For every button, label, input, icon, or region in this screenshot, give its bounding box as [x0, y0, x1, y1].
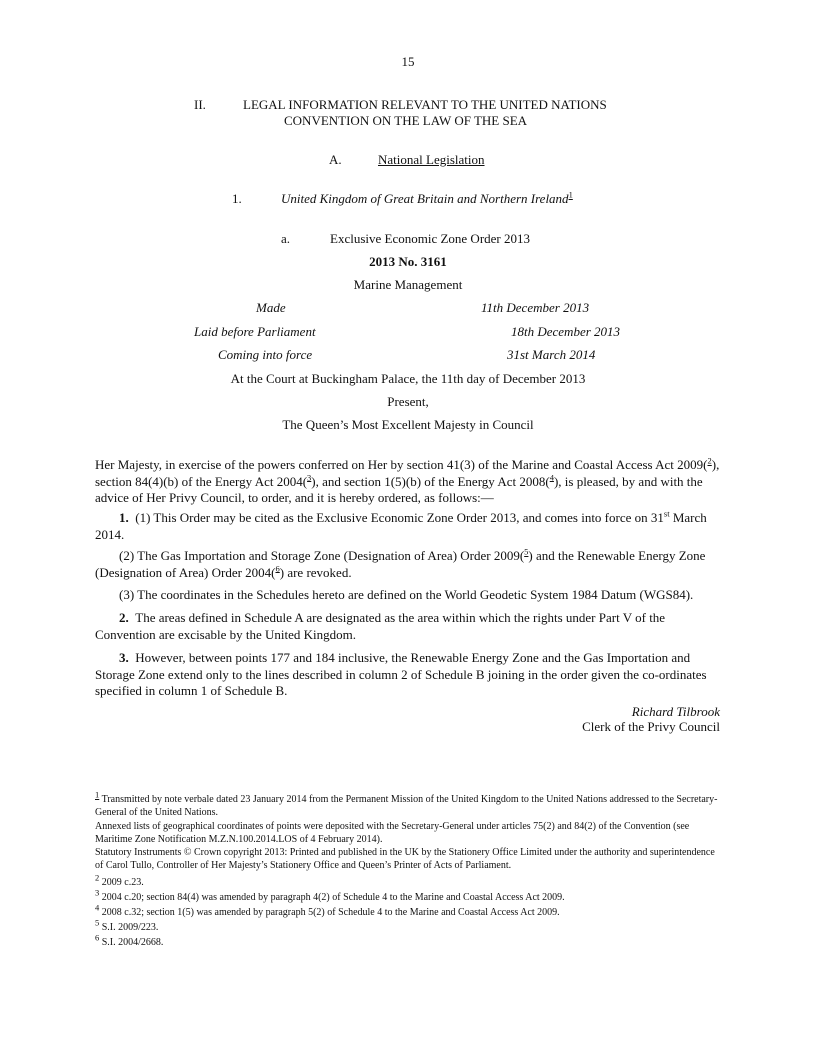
- instrument-title: Exclusive Economic Zone Order 2013: [330, 231, 530, 246]
- footnote-6: [95, 932, 721, 950]
- made-date: 11th December 2013: [481, 300, 590, 315]
- article-1-2-text-a: (2) The Gas Importation and Storage Zone (Designation of Area) Order 2009(: [119, 548, 525, 563]
- subsection-title: National Legislation: [378, 152, 485, 167]
- page-number: 15: [401, 54, 415, 69]
- footnote-5-text: S.I. 2009/223.: [101, 922, 159, 933]
- footnote-2-text: 2009 c.23.: [101, 877, 144, 888]
- article-2-number: 2.: [119, 610, 129, 625]
- footnote-3: [95, 887, 721, 905]
- subsection-letter: A.: [329, 152, 342, 167]
- section-title-line-2: CONVENTION ON THE LAW OF THE SEA: [284, 113, 528, 128]
- preamble-text-2: ), section 84(4)(b) of the Energy Act 2004(: [95, 457, 720, 489]
- article-1-3: (3) The coordinates in the Schedules hereto are defined on the World Geodetic System 1984 Datum (WGS84).: [119, 587, 694, 602]
- majesty-line: The Queen’s Most Excellent Majesty in Council: [282, 417, 534, 432]
- footnote-1-copyright: Statutory Instruments © Crown copyright 2013: Printed and published in the UK by the Stationery Office Limited under the authority and superintendence of Carol Tullo, Controller of Her Majesty’s Stationery Office and Queen’s Printer of Acts of Parliament.: [95, 847, 715, 871]
- article-3: [95, 650, 721, 700]
- preamble-text-1: Her Majesty, in exercise of the powers conferred on Her by section 41(3) of the Marine and Coastal Access Act 2009(: [95, 457, 708, 472]
- footnote-5-mark: 5: [95, 917, 100, 928]
- footnote-2-mark: 2: [95, 872, 100, 883]
- footnote-4-text: 2008 c.32; section 1(5) was amended by paragraph 5(2) of Schedule 4 to the Marine and Coastal Access Act 2009.: [101, 907, 560, 918]
- article-1-2-text-c: ) are revoked.: [279, 564, 352, 580]
- footnote-ref-5[interactable]: 5: [524, 546, 529, 557]
- article-1-2: [95, 548, 721, 581]
- footnote-6-text: S.I. 2004/2668.: [101, 937, 164, 948]
- present-line: Present,: [387, 394, 429, 409]
- footnote-ref-6[interactable]: 6: [275, 563, 280, 574]
- court-line: At the Court at Buckingham Palace, the 11th day of December 2013: [230, 371, 586, 386]
- article-3-number: 3.: [119, 650, 129, 665]
- footnote-5: [95, 917, 721, 935]
- article-3-text: However, between points 177 and 184 inclusive, the Renewable Energy Zone and the Gas Importation and Storage Zone extend only to the lines described in column 2 of Schedule B joining in the order given the co-ordinates specified in column 1 of Schedule B.: [95, 650, 707, 698]
- force-date: 31st March 2014: [507, 347, 596, 362]
- instrument-subject: Marine Management: [353, 277, 463, 292]
- article-1-1: [95, 510, 721, 543]
- signature-name: Richard Tilbrook: [631, 704, 720, 719]
- footnote-ref-2[interactable]: 2: [707, 455, 712, 466]
- footnote-ref-3[interactable]: 3: [307, 472, 312, 483]
- instrument-letter: a.: [281, 231, 291, 246]
- article-1-number: 1.: [119, 510, 129, 525]
- footnote-1-mark: 1: [95, 789, 100, 800]
- article-1-1-tail: March 2014.: [95, 510, 707, 542]
- country-heading: [281, 191, 573, 207]
- footnote-4: [95, 902, 721, 920]
- footnote-3-text: 2004 c.20; section 84(4) was amended by paragraph 4(2) of Schedule 4 to the Marine and Coastal Access Act 2009.: [101, 892, 565, 903]
- footnote-1-text-a: Transmitted by note verbale dated 23 January 2014 from the Permanent Mission of the United Kingdom to the United Nations addressed to the Secretary-General of the United Nations.: [95, 794, 718, 818]
- made-label: Made: [256, 300, 286, 315]
- laid-date: 18th December 2013: [511, 324, 621, 339]
- ordinal-suffix: st: [663, 508, 670, 519]
- footnote-6-mark: 6: [95, 932, 100, 943]
- section-number: II.: [194, 97, 206, 112]
- preamble-paragraph: [95, 457, 721, 507]
- article-2-text: The areas defined in Schedule A are designated as the area within which the rights under Part V of the Convention are excisable by the United Kingdom.: [95, 610, 666, 642]
- preamble-text-4: ), is pleased, by and with the advice of Her Privy Council, to order, and it is hereby ordered, as follows:—: [95, 473, 703, 505]
- section-title-line-1: LEGAL INFORMATION RELEVANT TO THE UNITED NATIONS: [243, 97, 607, 112]
- article-1-1-text: (1) This Order may be cited as the Exclusive Economic Zone Order 2013, and comes into force on 31: [135, 510, 664, 525]
- footnote-3-mark: 3: [95, 887, 100, 898]
- footnote-ref-1[interactable]: 1: [568, 189, 573, 200]
- country-name: United Kingdom of Great Britain and Northern Ireland: [281, 191, 569, 206]
- article-2: [95, 610, 721, 643]
- footnote-1-annex: Annexed lists of geographical coordinates of points were deposited with the Secretary-General under articles 75(2) and 84(2) of the Convention (see Maritime Zone Notification M.Z.N.100.2014.LOS of 4 February 2014).: [95, 821, 690, 845]
- footnote-2: [95, 872, 721, 890]
- footnote-4-mark: 4: [95, 902, 100, 913]
- footnote-1: [95, 789, 721, 819]
- signature-title: Clerk of the Privy Council: [582, 719, 720, 734]
- force-label: Coming into force: [218, 347, 313, 362]
- footnote-ref-4[interactable]: 4: [549, 472, 554, 483]
- laid-label: Laid before Parliament: [194, 324, 316, 339]
- preamble-text-3: ), and section 1(5)(b) of the Energy Act 2008(: [311, 473, 550, 489]
- instrument-number: 2013 No. 3161: [369, 254, 447, 269]
- country-number: 1.: [232, 191, 242, 206]
- article-1-2-text-b: ) and the Renewable Energy Zone (Designation of Area) Order 2004(: [95, 548, 706, 580]
